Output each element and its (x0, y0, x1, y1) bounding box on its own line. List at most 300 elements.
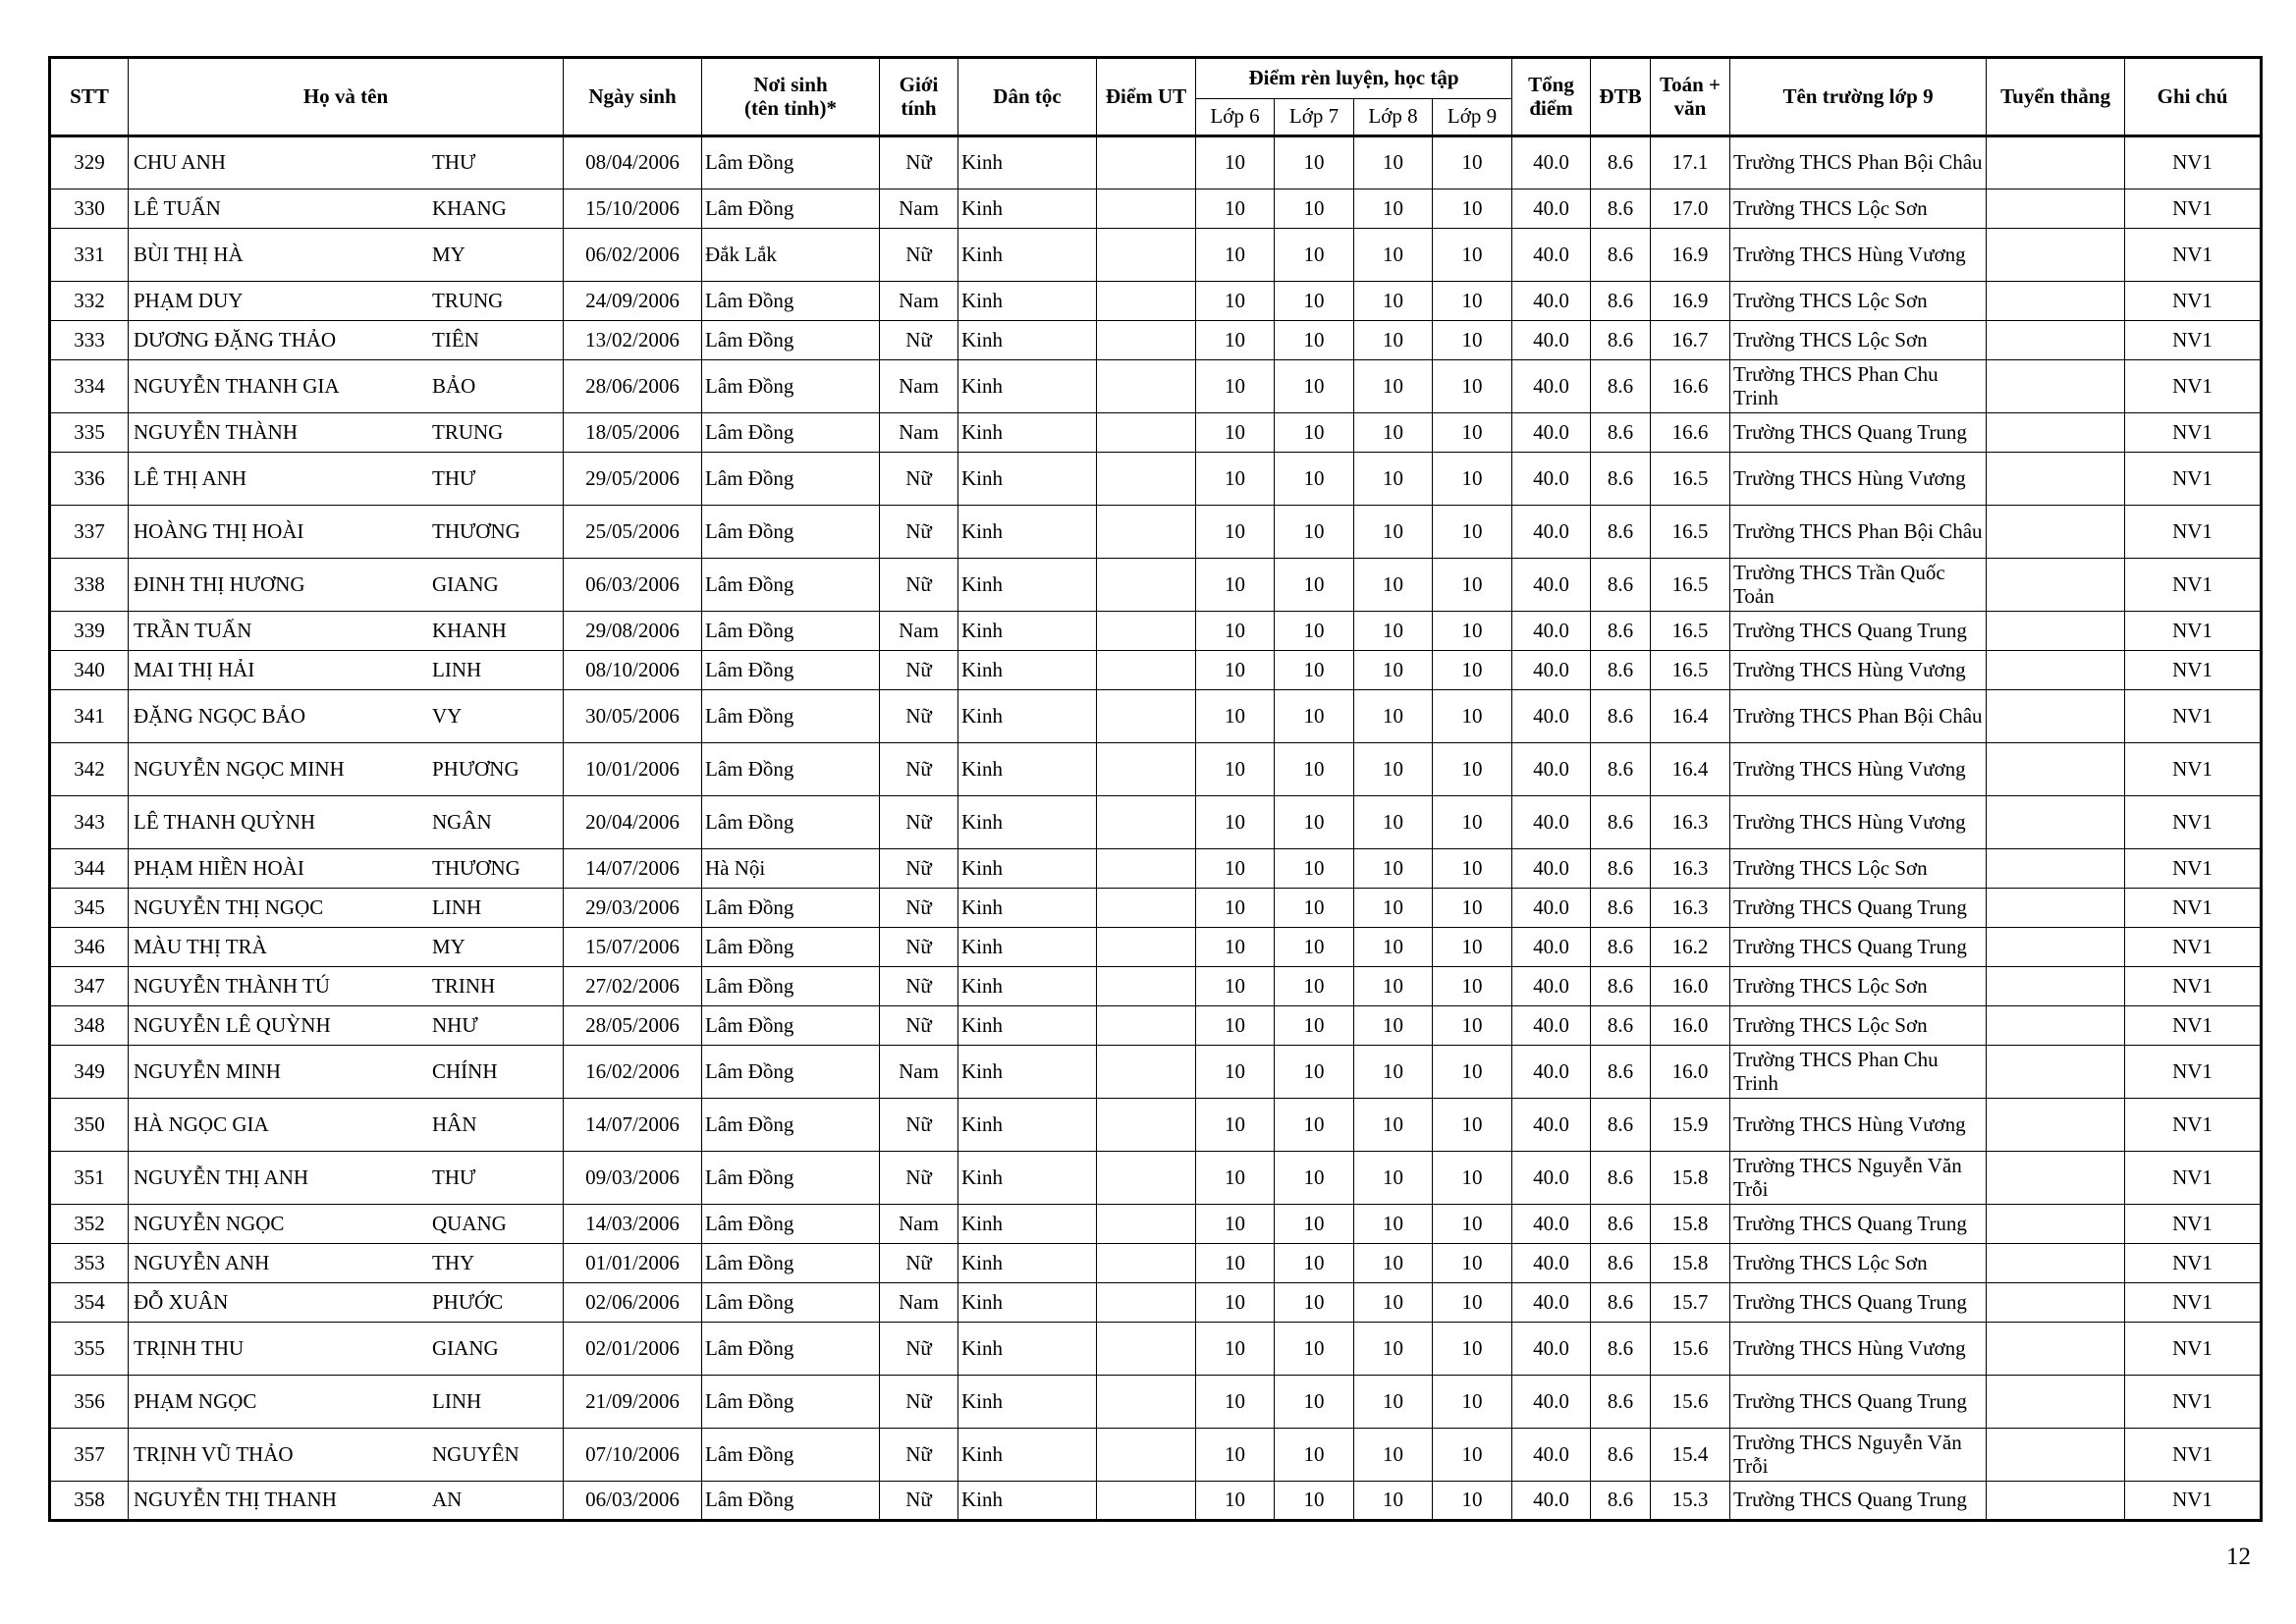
header-gioi-tinh (880, 58, 958, 136)
cell-dan-toc: Kinh (958, 1046, 1097, 1099)
table-row (50, 413, 2262, 453)
cell-lop6: 10 (1196, 1482, 1275, 1521)
cell-lop7: 10 (1275, 1323, 1354, 1376)
cell-lop6: 10 (1196, 506, 1275, 559)
cell-tuyen-thang (1987, 321, 2125, 360)
header-ghi-chu: Ghi chú (2125, 58, 2262, 136)
cell-ho-ten (129, 1099, 564, 1152)
cell-lop7: 10 (1275, 1376, 1354, 1429)
header-tong-line2: điểm (1529, 95, 1573, 120)
cell-lop9: 10 (1433, 413, 1512, 453)
cell-lop7: 10 (1275, 282, 1354, 321)
cell-ghi-chu: NV1 (2125, 1046, 2262, 1099)
first-name: NGÂN (432, 809, 492, 834)
cell-tong-diem: 40.0 (1512, 612, 1591, 651)
cell-truong: Trường THCS Quang Trung (1730, 1482, 1987, 1521)
cell-tong-diem: 40.0 (1512, 849, 1591, 889)
cell-lop7: 10 (1275, 967, 1354, 1006)
cell-toan-van: 16.2 (1651, 928, 1730, 967)
cell-lop8: 10 (1354, 1006, 1433, 1046)
first-name: LINH (432, 1388, 482, 1413)
cell-gioi-tinh: Nữ (880, 967, 958, 1006)
cell-dan-toc: Kinh (958, 453, 1097, 506)
cell-truong: Trường THCS Lộc Sơn (1730, 189, 1987, 229)
cell-gioi-tinh: Nam (880, 360, 958, 413)
cell-lop8: 10 (1354, 413, 1433, 453)
cell-lop8: 10 (1354, 967, 1433, 1006)
cell-stt: 344 (50, 849, 129, 889)
cell-dan-toc: Kinh (958, 1323, 1097, 1376)
cell-tuyen-thang (1987, 1376, 2125, 1429)
cell-tong-diem: 40.0 (1512, 136, 1591, 189)
cell-gioi-tinh: Nữ (880, 928, 958, 967)
cell-stt: 353 (50, 1244, 129, 1283)
cell-tong-diem: 40.0 (1512, 1283, 1591, 1323)
cell-dan-toc: Kinh (958, 1376, 1097, 1429)
cell-gioi-tinh: Nữ (880, 559, 958, 612)
cell-noi-sinh: Lâm Đồng (702, 1323, 880, 1376)
cell-lop7: 10 (1275, 559, 1354, 612)
cell-dtb: 8.6 (1591, 743, 1651, 796)
cell-stt: 343 (50, 796, 129, 849)
cell-toan-van: 16.4 (1651, 743, 1730, 796)
cell-tong-diem: 40.0 (1512, 1244, 1591, 1283)
cell-noi-sinh: Lâm Đồng (702, 889, 880, 928)
cell-tuyen-thang (1987, 229, 2125, 282)
cell-dtb: 8.6 (1591, 690, 1651, 743)
cell-toan-van: 15.4 (1651, 1429, 1730, 1482)
table-body (50, 136, 2262, 1521)
cell-diem-ut (1097, 1099, 1196, 1152)
cell-lop8: 10 (1354, 1099, 1433, 1152)
cell-lop6: 10 (1196, 889, 1275, 928)
cell-gioi-tinh: Nữ (880, 453, 958, 506)
cell-lop9: 10 (1433, 612, 1512, 651)
cell-noi-sinh: Lâm Đồng (702, 1099, 880, 1152)
cell-toan-van: 16.0 (1651, 967, 1730, 1006)
cell-ngay-sinh: 15/07/2006 (564, 928, 702, 967)
cell-tuyen-thang (1987, 1046, 2125, 1099)
cell-noi-sinh: Lâm Đồng (702, 282, 880, 321)
cell-dan-toc: Kinh (958, 136, 1097, 189)
cell-dtb: 8.6 (1591, 967, 1651, 1006)
cell-ghi-chu: NV1 (2125, 690, 2262, 743)
last-middle-name: TRỊNH THU (134, 1335, 245, 1360)
cell-toan-van: 15.6 (1651, 1323, 1730, 1376)
cell-noi-sinh: Lâm Đồng (702, 967, 880, 1006)
header-lop7: Lớp 7 (1275, 99, 1354, 136)
cell-diem-ut (1097, 559, 1196, 612)
cell-tuyen-thang (1987, 1429, 2125, 1482)
cell-lop6: 10 (1196, 1323, 1275, 1376)
cell-truong: Trường THCS Lộc Sơn (1730, 1244, 1987, 1283)
cell-lop8: 10 (1354, 1323, 1433, 1376)
cell-lop6: 10 (1196, 136, 1275, 189)
last-middle-name: NGUYỄN THỊ NGỌC (134, 894, 324, 919)
cell-ngay-sinh: 14/03/2006 (564, 1205, 702, 1244)
cell-tong-diem: 40.0 (1512, 559, 1591, 612)
cell-stt: 341 (50, 690, 129, 743)
cell-dtb: 8.6 (1591, 453, 1651, 506)
cell-ho-ten (129, 360, 564, 413)
cell-lop7: 10 (1275, 321, 1354, 360)
cell-diem-ut (1097, 453, 1196, 506)
cell-dtb: 8.6 (1591, 136, 1651, 189)
cell-ho-ten (129, 1244, 564, 1283)
cell-toan-van: 17.0 (1651, 189, 1730, 229)
cell-truong: Trường THCS Phan Bội Châu (1730, 690, 1987, 743)
cell-noi-sinh: Lâm Đồng (702, 506, 880, 559)
table-row (50, 1205, 2262, 1244)
cell-diem-ut (1097, 690, 1196, 743)
cell-ghi-chu: NV1 (2125, 796, 2262, 849)
table-row (50, 690, 2262, 743)
cell-toan-van: 16.4 (1651, 690, 1730, 743)
cell-lop8: 10 (1354, 321, 1433, 360)
last-middle-name: PHẠM HIỀN HOÀI (134, 855, 304, 880)
cell-lop9: 10 (1433, 889, 1512, 928)
cell-toan-van: 16.7 (1651, 321, 1730, 360)
cell-lop7: 10 (1275, 506, 1354, 559)
cell-lop8: 10 (1354, 1046, 1433, 1099)
cell-lop7: 10 (1275, 1244, 1354, 1283)
cell-stt: 347 (50, 967, 129, 1006)
cell-tuyen-thang (1987, 360, 2125, 413)
cell-lop8: 10 (1354, 506, 1433, 559)
cell-tuyen-thang (1987, 1205, 2125, 1244)
last-middle-name: ĐẶNG NGỌC BẢO (134, 703, 306, 728)
cell-ghi-chu: NV1 (2125, 559, 2262, 612)
cell-truong: Trường THCS Quang Trung (1730, 889, 1987, 928)
cell-lop7: 10 (1275, 690, 1354, 743)
table-row (50, 229, 2262, 282)
cell-lop6: 10 (1196, 413, 1275, 453)
header-tuyen-thang: Tuyển thẳng (1987, 58, 2125, 136)
cell-lop6: 10 (1196, 1152, 1275, 1205)
cell-lop6: 10 (1196, 928, 1275, 967)
cell-noi-sinh: Lâm Đồng (702, 928, 880, 967)
cell-toan-van: 16.0 (1651, 1006, 1730, 1046)
cell-tong-diem: 40.0 (1512, 413, 1591, 453)
cell-lop9: 10 (1433, 1244, 1512, 1283)
cell-noi-sinh: Lâm Đồng (702, 1283, 880, 1323)
last-middle-name: LÊ TUẤN (134, 195, 221, 220)
first-name: THƯƠNG (432, 518, 520, 543)
cell-ngay-sinh: 02/06/2006 (564, 1283, 702, 1323)
header-toan-line2: văn (1673, 95, 1707, 120)
cell-lop9: 10 (1433, 189, 1512, 229)
cell-lop6: 10 (1196, 690, 1275, 743)
cell-dan-toc: Kinh (958, 1099, 1097, 1152)
cell-dan-toc: Kinh (958, 360, 1097, 413)
cell-dan-toc: Kinh (958, 506, 1097, 559)
cell-stt: 329 (50, 136, 129, 189)
cell-tong-diem: 40.0 (1512, 189, 1591, 229)
cell-tong-diem: 40.0 (1512, 690, 1591, 743)
cell-diem-ut (1097, 321, 1196, 360)
cell-truong: Trường THCS Quang Trung (1730, 928, 1987, 967)
cell-ngay-sinh: 27/02/2006 (564, 967, 702, 1006)
cell-tong-diem: 40.0 (1512, 1099, 1591, 1152)
header-noi-sinh (702, 58, 880, 136)
cell-dtb: 8.6 (1591, 796, 1651, 849)
cell-gioi-tinh: Nữ (880, 506, 958, 559)
first-name: NHƯ (432, 1012, 478, 1037)
cell-lop6: 10 (1196, 1376, 1275, 1429)
cell-tong-diem: 40.0 (1512, 928, 1591, 967)
cell-dtb: 8.6 (1591, 889, 1651, 928)
header-diem-ut: Điểm UT (1097, 58, 1196, 136)
cell-diem-ut (1097, 1152, 1196, 1205)
cell-noi-sinh: Lâm Đồng (702, 413, 880, 453)
cell-diem-ut (1097, 1244, 1196, 1283)
cell-dan-toc: Kinh (958, 967, 1097, 1006)
cell-ngay-sinh: 29/03/2006 (564, 889, 702, 928)
cell-dan-toc: Kinh (958, 1244, 1097, 1283)
table-row (50, 1283, 2262, 1323)
cell-lop9: 10 (1433, 136, 1512, 189)
first-name: HÂN (432, 1111, 477, 1136)
last-middle-name: NGUYỄN NGỌC MINH (134, 756, 345, 781)
first-name: LINH (432, 657, 482, 681)
cell-lop6: 10 (1196, 1046, 1275, 1099)
cell-ho-ten (129, 651, 564, 690)
first-name: THƯƠNG (432, 855, 520, 880)
cell-stt: 340 (50, 651, 129, 690)
cell-truong: Trường THCS Quang Trung (1730, 1283, 1987, 1323)
cell-truong: Trường THCS Phan Chu Trinh (1730, 1046, 1987, 1099)
first-name: QUANG (432, 1211, 507, 1235)
cell-tuyen-thang (1987, 506, 2125, 559)
cell-ngay-sinh: 28/05/2006 (564, 1006, 702, 1046)
table-row (50, 360, 2262, 413)
header-ho-ten: Họ và tên (129, 58, 564, 136)
cell-truong: Trường THCS Lộc Sơn (1730, 967, 1987, 1006)
cell-lop6: 10 (1196, 1205, 1275, 1244)
cell-tuyen-thang (1987, 1244, 2125, 1283)
cell-lop8: 10 (1354, 928, 1433, 967)
cell-tong-diem: 40.0 (1512, 1482, 1591, 1521)
cell-ho-ten (129, 506, 564, 559)
cell-dtb: 8.6 (1591, 229, 1651, 282)
cell-lop9: 10 (1433, 1046, 1512, 1099)
cell-tong-diem: 40.0 (1512, 796, 1591, 849)
table-row (50, 136, 2262, 189)
cell-truong: Trường THCS Hùng Vương (1730, 651, 1987, 690)
first-name: PHƯƠNG (432, 756, 519, 781)
cell-lop7: 10 (1275, 229, 1354, 282)
cell-ngay-sinh: 07/10/2006 (564, 1429, 702, 1482)
cell-diem-ut (1097, 1429, 1196, 1482)
cell-stt: 330 (50, 189, 129, 229)
cell-dtb: 8.6 (1591, 1046, 1651, 1099)
cell-noi-sinh: Lâm Đồng (702, 743, 880, 796)
cell-dan-toc: Kinh (958, 189, 1097, 229)
first-name: THƯ (432, 1164, 476, 1189)
cell-toan-van: 16.9 (1651, 229, 1730, 282)
header-dan-toc: Dân tộc (958, 58, 1097, 136)
cell-noi-sinh: Lâm Đồng (702, 1482, 880, 1521)
cell-lop7: 10 (1275, 413, 1354, 453)
cell-ghi-chu: NV1 (2125, 1323, 2262, 1376)
cell-dan-toc: Kinh (958, 849, 1097, 889)
cell-lop9: 10 (1433, 1323, 1512, 1376)
cell-ngay-sinh: 18/05/2006 (564, 413, 702, 453)
cell-diem-ut (1097, 1482, 1196, 1521)
cell-ngay-sinh: 06/02/2006 (564, 229, 702, 282)
table-row (50, 1376, 2262, 1429)
first-name: TIÊN (432, 327, 479, 352)
cell-ghi-chu: NV1 (2125, 229, 2262, 282)
cell-truong: Trường THCS Hùng Vương (1730, 1323, 1987, 1376)
cell-tuyen-thang (1987, 849, 2125, 889)
cell-gioi-tinh: Nam (880, 282, 958, 321)
cell-toan-van: 16.6 (1651, 360, 1730, 413)
cell-ghi-chu: NV1 (2125, 1482, 2262, 1521)
cell-diem-ut (1097, 743, 1196, 796)
first-name: TRINH (432, 973, 496, 998)
last-middle-name: NGUYỄN NGỌC (134, 1211, 285, 1235)
cell-truong: Trường THCS Hùng Vương (1730, 453, 1987, 506)
cell-toan-van: 16.6 (1651, 413, 1730, 453)
cell-ho-ten (129, 321, 564, 360)
cell-ngay-sinh: 20/04/2006 (564, 796, 702, 849)
cell-ho-ten (129, 928, 564, 967)
cell-diem-ut (1097, 796, 1196, 849)
cell-stt: 354 (50, 1283, 129, 1323)
student-list-table (48, 56, 2263, 1522)
cell-stt: 351 (50, 1152, 129, 1205)
cell-stt: 338 (50, 559, 129, 612)
cell-noi-sinh: Lâm Đồng (702, 1046, 880, 1099)
cell-dan-toc: Kinh (958, 282, 1097, 321)
cell-lop7: 10 (1275, 1482, 1354, 1521)
table-row (50, 849, 2262, 889)
cell-noi-sinh: Lâm Đồng (702, 1205, 880, 1244)
table-row (50, 506, 2262, 559)
cell-lop6: 10 (1196, 282, 1275, 321)
cell-stt: 358 (50, 1482, 129, 1521)
cell-tong-diem: 40.0 (1512, 743, 1591, 796)
cell-lop7: 10 (1275, 1152, 1354, 1205)
first-name: LINH (432, 894, 482, 919)
cell-tuyen-thang (1987, 967, 2125, 1006)
cell-ho-ten (129, 559, 564, 612)
cell-stt: 334 (50, 360, 129, 413)
page-number: 12 (2226, 1543, 2251, 1570)
cell-truong: Trường THCS Hùng Vương (1730, 796, 1987, 849)
cell-ngay-sinh: 21/09/2006 (564, 1376, 702, 1429)
table-row (50, 1323, 2262, 1376)
cell-lop8: 10 (1354, 136, 1433, 189)
cell-tuyen-thang (1987, 796, 2125, 849)
cell-lop6: 10 (1196, 612, 1275, 651)
header-tong-line1: Tổng (1528, 73, 1574, 97)
cell-truong: Trường THCS Quang Trung (1730, 1205, 1987, 1244)
cell-diem-ut (1097, 506, 1196, 559)
cell-diem-ut (1097, 1283, 1196, 1323)
first-name: TRUNG (432, 419, 504, 444)
cell-toan-van: 15.8 (1651, 1152, 1730, 1205)
table-row (50, 612, 2262, 651)
cell-tuyen-thang (1987, 690, 2125, 743)
cell-stt: 342 (50, 743, 129, 796)
cell-lop9: 10 (1433, 229, 1512, 282)
cell-lop8: 10 (1354, 1376, 1433, 1429)
cell-dan-toc: Kinh (958, 796, 1097, 849)
cell-lop7: 10 (1275, 651, 1354, 690)
first-name: BẢO (432, 373, 476, 398)
cell-lop7: 10 (1275, 612, 1354, 651)
cell-lop7: 10 (1275, 1429, 1354, 1482)
cell-ngay-sinh: 29/08/2006 (564, 612, 702, 651)
cell-tong-diem: 40.0 (1512, 453, 1591, 506)
cell-ngay-sinh: 14/07/2006 (564, 1099, 702, 1152)
cell-lop8: 10 (1354, 189, 1433, 229)
cell-noi-sinh: Lâm Đồng (702, 189, 880, 229)
cell-noi-sinh: Lâm Đồng (702, 1429, 880, 1482)
cell-tuyen-thang (1987, 1283, 2125, 1323)
cell-dtb: 8.6 (1591, 1006, 1651, 1046)
cell-toan-van: 17.1 (1651, 136, 1730, 189)
header-tong-diem (1512, 58, 1591, 136)
cell-lop7: 10 (1275, 849, 1354, 889)
cell-ngay-sinh: 15/10/2006 (564, 189, 702, 229)
cell-lop9: 10 (1433, 559, 1512, 612)
cell-gioi-tinh: Nữ (880, 651, 958, 690)
cell-noi-sinh: Lâm Đồng (702, 321, 880, 360)
first-name: THƯ (432, 465, 476, 490)
cell-lop8: 10 (1354, 690, 1433, 743)
cell-ngay-sinh: 25/05/2006 (564, 506, 702, 559)
cell-lop6: 10 (1196, 743, 1275, 796)
cell-ngay-sinh: 29/05/2006 (564, 453, 702, 506)
last-middle-name: CHU ANH (134, 150, 226, 175)
cell-stt: 349 (50, 1046, 129, 1099)
cell-gioi-tinh: Nam (880, 1046, 958, 1099)
cell-lop9: 10 (1433, 651, 1512, 690)
cell-dtb: 8.6 (1591, 1482, 1651, 1521)
cell-tuyen-thang (1987, 651, 2125, 690)
cell-dtb: 8.6 (1591, 360, 1651, 413)
cell-noi-sinh: Hà Nội (702, 849, 880, 889)
cell-stt: 337 (50, 506, 129, 559)
cell-dan-toc: Kinh (958, 1429, 1097, 1482)
header-truong: Tên trường lớp 9 (1730, 58, 1987, 136)
cell-dan-toc: Kinh (958, 1152, 1097, 1205)
cell-tong-diem: 40.0 (1512, 1006, 1591, 1046)
header-noi-sinh-line2: (tên tỉnh)* (744, 95, 837, 120)
cell-lop8: 10 (1354, 453, 1433, 506)
table-row (50, 889, 2262, 928)
cell-toan-van: 16.5 (1651, 612, 1730, 651)
cell-ho-ten (129, 1205, 564, 1244)
table-row (50, 1006, 2262, 1046)
cell-truong: Trường THCS Lộc Sơn (1730, 282, 1987, 321)
cell-ghi-chu: NV1 (2125, 1429, 2262, 1482)
cell-lop9: 10 (1433, 928, 1512, 967)
cell-truong: Trường THCS Lộc Sơn (1730, 849, 1987, 889)
cell-stt: 332 (50, 282, 129, 321)
cell-ho-ten (129, 453, 564, 506)
cell-tong-diem: 40.0 (1512, 1376, 1591, 1429)
cell-lop9: 10 (1433, 1099, 1512, 1152)
cell-gioi-tinh: Nam (880, 413, 958, 453)
cell-dtb: 8.6 (1591, 1244, 1651, 1283)
cell-lop7: 10 (1275, 1283, 1354, 1323)
cell-toan-van: 16.5 (1651, 559, 1730, 612)
cell-gioi-tinh: Nữ (880, 1323, 958, 1376)
